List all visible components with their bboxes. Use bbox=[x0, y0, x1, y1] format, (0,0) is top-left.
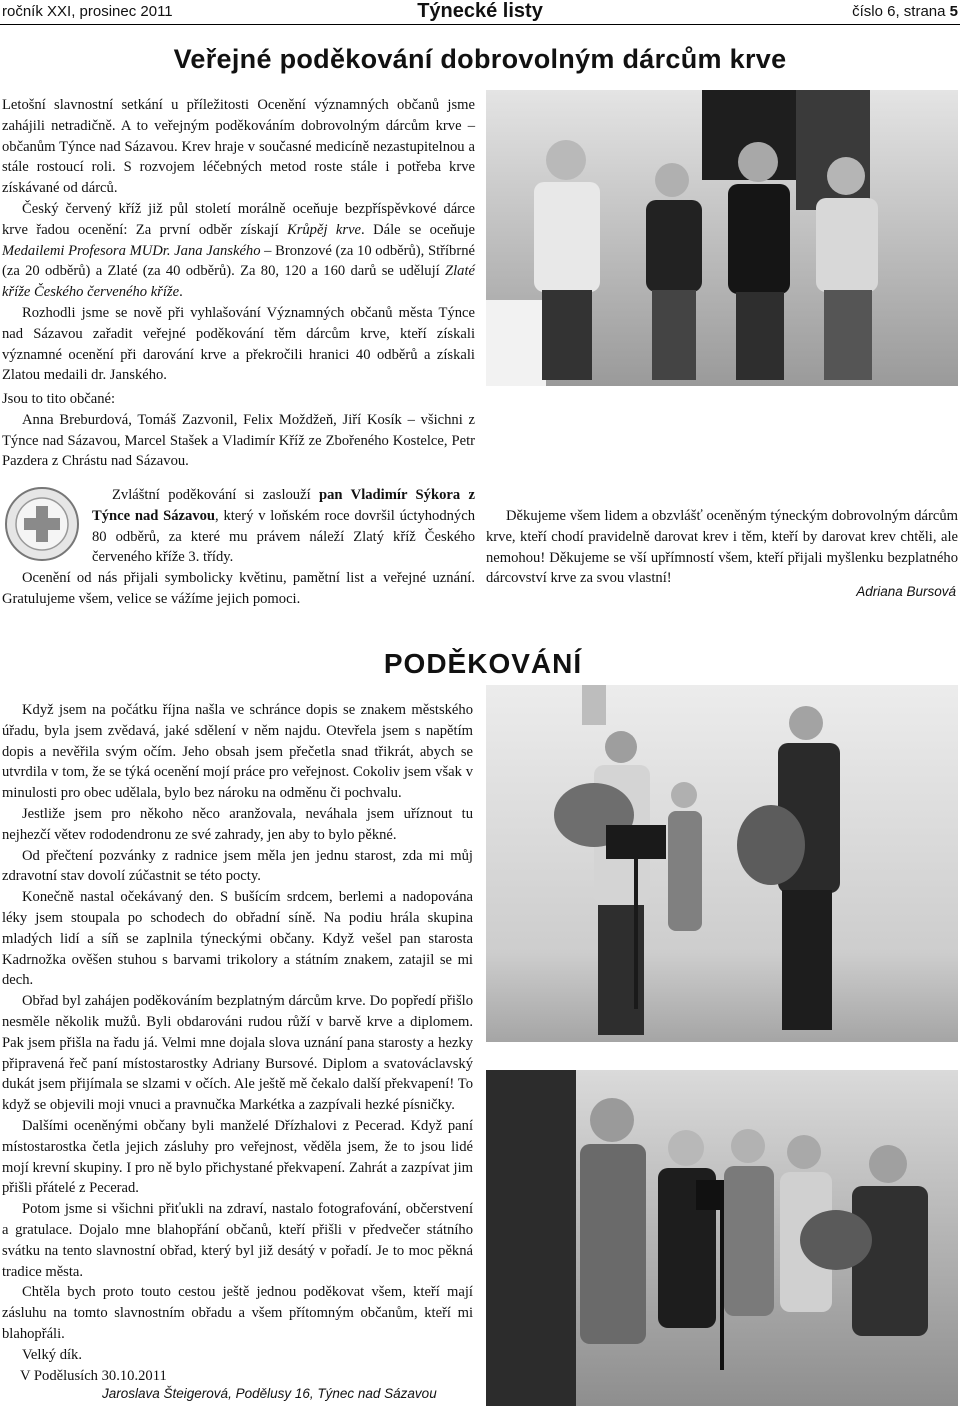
krupej-krve: Krůpěj krve bbox=[286, 221, 362, 238]
article2-paragraph: Jestliže jsem pro někoho něco aranžovala, neváhala jsem uříznout tu nejhezčí větev rododendronu ze své zahrady, jen aby to bylo pěkné. bbox=[2, 805, 473, 843]
place-date: V Podělusích 30.10.2011 bbox=[20, 1368, 167, 1384]
article1-paragraph-3: Rozhodli jsme se nově při vyhlašování Významných občanů města Týnce nad Sázavou zařadit veřejné poděkování těm dárcům krve, kteří získali významné ocenění při darování krve a překročili hranici 40 odběrů a získali Zlatou medaili dr. Janského. bbox=[2, 304, 475, 384]
issue-label: číslo 6, strana bbox=[852, 3, 946, 20]
article2-paragraph: Obřad byl zahájen poděkováním bezplatným dárcům krve. Do popředí přišlo nesměle několik mužů. Byli obdarováni rudou růží v barvě krve a diplomem. Pak jsem přišla na řadu já. Velmi mne dojala slova uznání pana starosty a hezky připravená řeč paní místostarostky Adriany Bursové. Diplom a svatováclavský dukát jsem přijímala se slzami v očích. Ale ještě mě čekalo další překvapení! To když se objevili moji vnuci a pravnučka Markétka a zazpívali hezké písničky. bbox=[2, 993, 473, 1114]
thanks-block bbox=[486, 506, 958, 589]
issue-volume: ročník XXI, prosinec 2011 bbox=[2, 3, 173, 20]
article2-title: PODĚKOVÁNÍ bbox=[383, 648, 583, 679]
article2-paragraph: Dalšími oceněnými občany byli manželé Dřízhalovi z Pecerad. Když paní místostarostka četla jejich zásluhy pro veřejnost, věděla jsem, že to jsou lidé mojí krevní skupiny. I pro ně bylo přichystané překvapení. Zahrát a zazpívat jim přišli přátelé z Pecerad. bbox=[2, 1117, 473, 1197]
special-thanks-block bbox=[2, 485, 475, 610]
article2-paragraph: Když jsem na počátku října našla ve schránce dopis se znakem městského úřadu, byla jsem zvědavá, jaké sdělení v něm najdu. Otevřela jsem s napětím dopis a nevěřila svým očím. Jeho obsah jsem přečetla snad třikrát, abych se utvrdila v tom, že se týká ocenění mojí práce pro veřejnost. Cokoliv jsem však v minulosti pro obec udělala, bylo bez nároku na odměnu či pochvalu. bbox=[2, 702, 473, 802]
donors-list-block bbox=[2, 389, 475, 472]
janskeho-medal: Medailemi Profesora MUDr. Jana Janského bbox=[2, 242, 261, 259]
article2-body bbox=[2, 700, 473, 1366]
article1-signature: Adriana Bursová bbox=[856, 584, 956, 599]
singers-photo bbox=[486, 1070, 958, 1406]
page-number: 5 bbox=[949, 3, 958, 20]
article2-paragraph: Konečně nastal očekávaný den. S bušícím srdcem, berlemi a nadopována léky jsem stoupala po schodech do obřadní síně. Na podiu hrála skupina mladých lidí a síň se zaplnila týneckými občany. Když vešel pan starosta Kadrnožka ověšen stuhou s barvami trikolory a státním znakem, zatajil se mi dech. bbox=[2, 889, 473, 989]
article1-paragraph-2: Český červený kříž již půl století morálně oceňuje bezpříspěvkové dárce krve řadou ocenění: Za první odběr získají Krůpěj krve. Dále se oceňuje Medailemi Profesora MUDr. Jana Janského – Bronzové (za 10 odběrů), Stříbrné (za 20 odběrů) a Zlaté (za 40 odběrů). Za 80, 120 a 160 darů se udělují Zlaté kříže Českého červeného kříže. bbox=[2, 200, 475, 301]
article1-body bbox=[2, 95, 475, 386]
donors-list-intro: Jsou to tito občané: bbox=[2, 391, 116, 407]
article2-paragraph: Potom jsme si všichni přiťukli na zdraví, nastalo fotografování, občerstvení a gratulace. Dojalo mne blahopřání občanů, kteří přišli v předvečer státního svátku na tento slavnostní obřad, který byl již desátý v pořadí. Je to moc pěkná tradice města. bbox=[2, 1201, 473, 1280]
article2-signature: Jaroslava Šteigerová, Podělusy 16, Týnec nad Sázavou bbox=[102, 1386, 437, 1401]
special-thanks: Zvláštní poděkování si zaslouží pan Vladimír Sýkora z Týnce nad Sázavou, který v loňském roce dovršil úctyhodných 80 odběrů, za které mu právem náleží Zlatý kříž Českého červeného kříže 3. třídy. bbox=[92, 487, 476, 566]
issue-number bbox=[852, 3, 958, 20]
donors-photo bbox=[486, 90, 958, 386]
special-thanks-name: pan Vladimír Sýkora z Týnce nad Sázavou bbox=[92, 487, 476, 524]
award-note: Ocenění od nás přijali symbolicky květinu, pamětní list a veřejné uznání. Gratulujeme všem, velice se vážíme jejich pomoci. bbox=[2, 570, 475, 607]
newspaper-title: Týnecké listy bbox=[417, 0, 543, 22]
header-rule bbox=[0, 24, 960, 25]
article2-paragraph: Chtěla bych proto touto cestou ještě jednou poděkovat všem, kteří mají zásluhu na tomto slavnostním obřadu a všem přítomným občanům, kteří mi blahopřáli. bbox=[2, 1284, 473, 1342]
article1-title: Veřejné poděkování dobrovolným dárcům krve bbox=[173, 44, 787, 74]
article2-paragraph: Od přečtení pozvánky z radnice jsem měla jen jednu starost, zda mi můj zdravotní stav dovolí zúčastnit se této pocty. bbox=[2, 847, 473, 885]
page-header bbox=[0, 0, 960, 24]
donors-list: Anna Breburdová, Tomáš Zazvonil, Felix Moždžeň, Jiří Kosík – všichni z Týnce nad Sázavou, Marcel Stašek a Vladimír Kříž ze Zbořeného Kostelce, Petr Pazdera z Chrástu nad Sázavou. bbox=[2, 411, 475, 470]
musicians-photo bbox=[486, 685, 958, 1042]
thanks-text: Děkujeme všem lidem a obzvlášť oceněným týneckým dobrovolným dárcům krve, kteří chodí pravidelně darovat krev i těm, kteří by darovat krev chtěli, ale nemohou! Děkujeme se vší upřímností všem, kteří přijali myšlenku bezplatného dárcovství krve za svou vlastní! bbox=[486, 508, 958, 587]
article2-paragraph: Velký dík. bbox=[22, 1346, 82, 1363]
zlate-krize: Zlaté kříže Českého červeného kříže bbox=[2, 263, 475, 301]
article1-paragraph-1: Letošní slavnostní setkání u příležitosti Ocenění významných občanů jsme zahájili netradičně. A to veřejným poděkováním dobrovolným dárcům krve – občanům Týnce nad Sázavou. Krev hraje v současné medicíně nezastupitelnou a stále rostoucí roli. S rozvojem léčebných metod roste stále i potřeba krve získávané od dárců. bbox=[2, 97, 475, 197]
